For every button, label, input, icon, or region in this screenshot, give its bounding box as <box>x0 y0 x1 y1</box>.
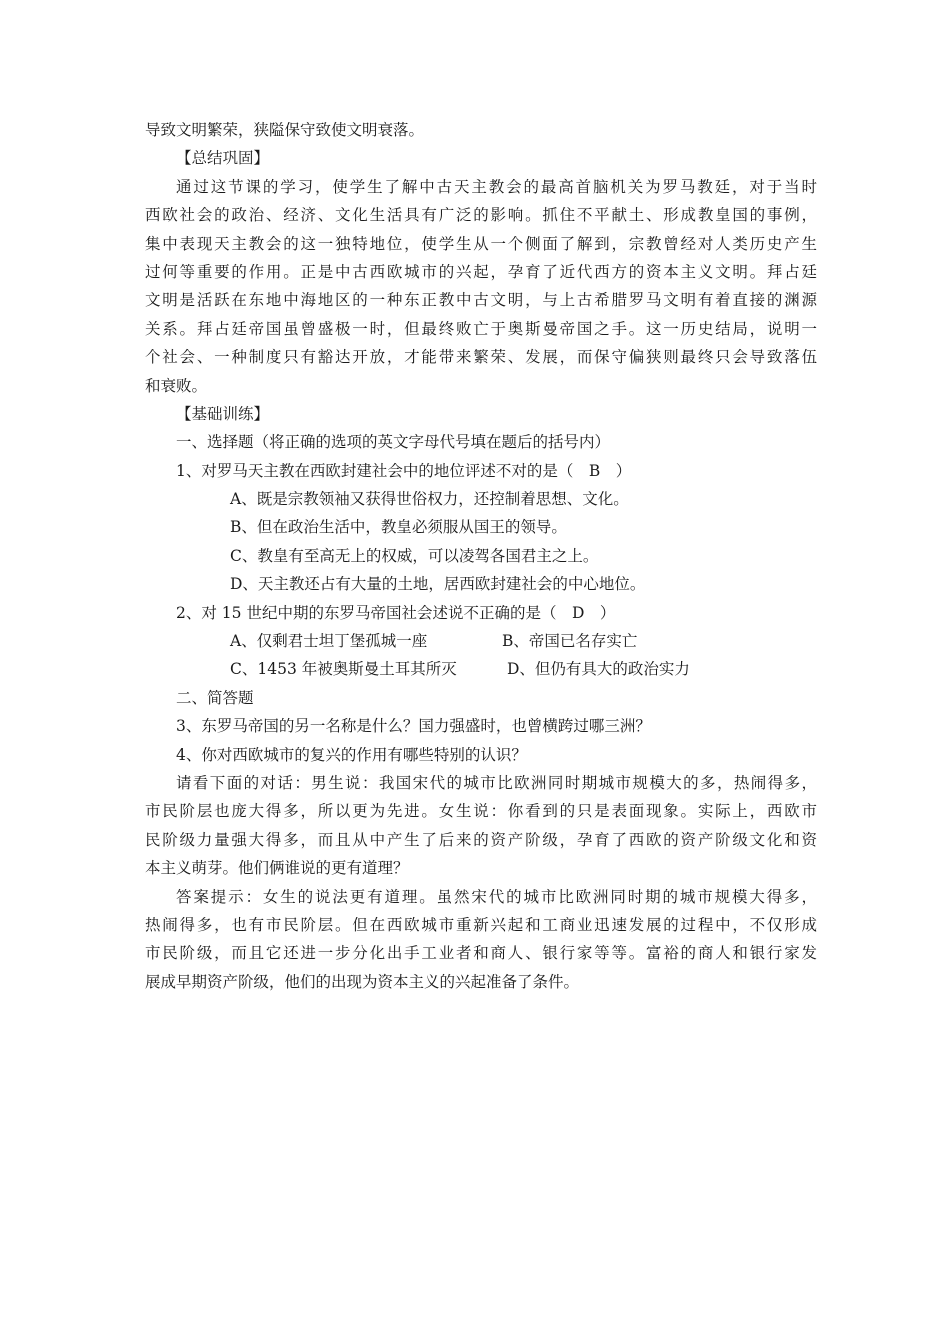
summary-heading: 【总结巩固】 <box>176 149 270 168</box>
summary-line: 过何等重要的作用。正是中古西欧城市的兴起，孕育了近代西方的资本主义文明。拜占廷 <box>145 262 817 281</box>
question-4: 4、你对西欧城市的复兴的作用有哪些特别的认识？ <box>176 745 527 764</box>
question-1-option-c: C、教皇有至高无上的权威，可以凌驾各国君主之上。 <box>230 546 599 565</box>
summary-line: 文明是活跃在东地中海地区的一种东正教中古文明，与上古希腊罗马文明有着直接的渊源 <box>145 291 817 310</box>
summary-line: 个社会、一种制度只有豁达开放，才能带来繁荣、发展，而保守偏狭则最终只会导致落伍 <box>145 348 817 367</box>
answer-line: 市民阶级，而且它还进一步分化出手工业者和商人、银行家等等。富裕的商人和银行家发 <box>145 944 817 963</box>
question-1-option-d: D、天主教还占有大量的土地，居西欧封建社会的中心地位。 <box>230 575 646 594</box>
summary-paragraph <box>145 173 817 400</box>
answer-line: 热闹得多，也有市民阶层。但在西欧城市重新兴起和工商业迅速发展的过程中，不仅形成 <box>145 915 817 934</box>
dialogue-line: 市民阶层也庞大得多，所以更为先进。女生说：你看到的只是表面现象。实际上，西欧市 <box>145 802 817 821</box>
dialogue-line: 请看下面的对话：男生说：我国宋代的城市比欧洲同时期城市规模大的多，热闹得多， <box>176 773 817 792</box>
question-2-options-row-2 <box>145 655 817 683</box>
summary-line: 通过这节课的学习，使学生了解中古天主教会的最高首脑机关为罗马教廷，对于当时 <box>176 177 817 196</box>
answer-paragraph <box>145 883 817 997</box>
question-1-stem: 1、对罗马天主教在西欧封建社会中的地位评述不对的是（ B ） <box>176 461 632 480</box>
answer-line: 答案提示：女生的说法更有道理。虽然宋代的城市比欧洲同时期的城市规模大得多， <box>176 887 817 906</box>
question-2-option-d: D、但仍有具大的政治实力 <box>507 660 690 679</box>
question-1 <box>145 457 817 599</box>
summary-line: 关系。拜占廷帝国虽曾盛极一时，但最终败亡于奥斯曼帝国之手。这一历史结局，说明一 <box>145 319 817 338</box>
question-3: 3、东罗马帝国的另一名称是什么？国力强盛时，也曾横跨过哪三洲？ <box>176 717 651 736</box>
question-1-option-b: B、但在政治生活中，教皇必须服从国王的领导。 <box>230 518 567 537</box>
question-2-stem: 2、对 15 世纪中期的东罗马帝国社会述说不正确的是（ D ） <box>176 603 616 622</box>
intro-tail-line: 导致文明繁荣，狭隘保守致使文明衰落。 <box>145 121 425 139</box>
dialogue-paragraph <box>145 769 817 883</box>
section1-title: 一、选择题（将正确的选项的英文字母代号填在题后的括号内） <box>176 433 611 452</box>
document-body <box>145 116 817 996</box>
question-2 <box>145 599 817 684</box>
question-2-option-a: A、仅剩君士坦丁堡孤城一座 <box>230 632 428 651</box>
answer-line: 展成早期资产阶级，他们的出现为资本主义的兴起准备了条件。 <box>145 972 580 991</box>
summary-line: 和衰败。 <box>145 376 208 395</box>
summary-line: 集中表现天主教会的这一独特地位，使学生从一个侧面了解到，宗教曾经对人类历史产生 <box>145 234 817 253</box>
question-2-option-b: B、帝国已名存实亡 <box>502 632 638 651</box>
dialogue-line: 民阶级力量强大得多，而且从中产生了后来的资产阶级，孕育了西欧的资产阶级文化和资 <box>145 830 817 849</box>
question-2-option-c: C、1453 年被奥斯曼土耳其所灭 <box>230 660 457 679</box>
section2-title: 二、简答题 <box>176 688 254 707</box>
summary-line: 西欧社会的政治、经济、文化生活具有广泛的影响。抓住不平献土、形成教皇国的事例， <box>145 206 817 225</box>
question-1-option-a: A、既是宗教领袖又获得世俗权力，还控制着思想、文化。 <box>230 490 629 509</box>
training-heading: 【基础训练】 <box>176 404 270 423</box>
question-2-options-row-1 <box>145 627 817 655</box>
dialogue-line: 本主义萌芽。他们俩谁说的更有道理？ <box>145 859 409 878</box>
